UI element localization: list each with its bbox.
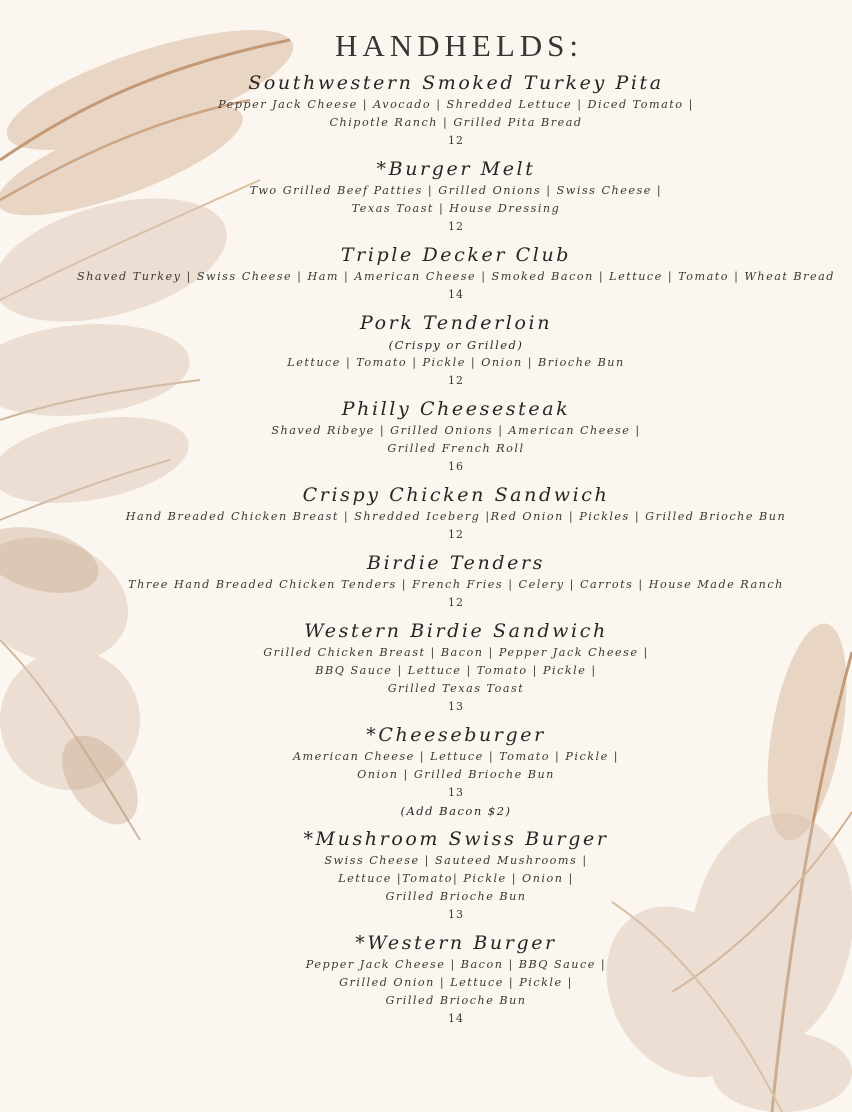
menu-item-description: American Cheese | Lettuce | Tomato | Pickle | xyxy=(292,750,620,763)
menu-item-note: (Crispy or Grilled) xyxy=(388,338,524,352)
menu-item-description: Grilled Brioche Bun xyxy=(385,994,527,1007)
menu-item-description: Pepper Jack Cheese | Avocado | Shredded Lettuce | Diced Tomato | xyxy=(218,98,694,111)
menu-item-price: 14 xyxy=(448,288,464,301)
menu-item-description: Lettuce | Tomato | Pickle | Onion | Brioche Bun xyxy=(287,356,625,369)
menu-item-description: BBQ Sauce | Lettuce | Tomato | Pickle | xyxy=(315,664,597,677)
menu-item-price: 12 xyxy=(448,528,464,541)
menu-item-description: Grilled Texas Toast xyxy=(387,682,525,695)
menu-section-title: HANDHELDS: xyxy=(334,28,584,63)
menu-item-name: *Burger Melt xyxy=(376,158,536,180)
menu-items-list xyxy=(40,70,852,1028)
menu-item xyxy=(40,722,852,820)
menu-item-description: Grilled Brioche Bun xyxy=(385,890,527,903)
menu-item xyxy=(40,242,852,304)
menu-item xyxy=(40,156,852,236)
menu-item-price: 16 xyxy=(448,460,464,473)
menu-item-price: 12 xyxy=(448,220,464,233)
menu-item xyxy=(40,550,852,612)
menu-item-name: *Cheeseburger xyxy=(366,724,546,746)
menu-item xyxy=(40,310,852,390)
menu-item xyxy=(40,930,852,1028)
menu-item-price: 13 xyxy=(448,700,464,713)
menu-item-description: Pepper Jack Cheese | Bacon | BBQ Sauce | xyxy=(305,958,607,971)
menu-item-addon: (Add Bacon $2) xyxy=(400,804,512,818)
menu-item-name: Southwestern Smoked Turkey Pita xyxy=(248,72,664,94)
handhelds-menu xyxy=(40,28,852,1034)
menu-item-name: Philly Cheesesteak xyxy=(341,398,571,420)
menu-item-name: Crispy Chicken Sandwich xyxy=(302,484,610,506)
menu-item-description: Shaved Turkey | Swiss Cheese | Ham | American Cheese | Smoked Bacon | Lettuce | Tomato | Wheat Bread xyxy=(77,270,835,283)
menu-item-description: Onion | Grilled Brioche Bun xyxy=(357,768,555,781)
menu-item-description: Two Grilled Beef Patties | Grilled Onions | Swiss Cheese | xyxy=(249,184,663,197)
menu-item-price: 14 xyxy=(448,1012,464,1025)
menu-item-name: *Mushroom Swiss Burger xyxy=(303,828,609,850)
menu-item-description: Three Hand Breaded Chicken Tenders | French Fries | Celery | Carrots | House Made Ranch xyxy=(128,578,784,591)
menu-item-price: 12 xyxy=(448,374,464,387)
menu-item xyxy=(40,618,852,716)
menu-item xyxy=(40,396,852,476)
menu-item-description: Texas Toast | House Dressing xyxy=(351,202,561,215)
menu-item xyxy=(40,826,852,924)
menu-item-price: 13 xyxy=(448,786,464,799)
menu-item-description: Lettuce |Tomato| Pickle | Onion | xyxy=(338,872,574,885)
menu-item xyxy=(40,482,852,544)
menu-item-name: Triple Decker Club xyxy=(340,244,572,266)
menu-item-name: Western Birdie Sandwich xyxy=(304,620,608,642)
menu-item-name: Birdie Tenders xyxy=(367,552,545,574)
menu-item-description: Chipotle Ranch | Grilled Pita Bread xyxy=(329,116,583,129)
menu-item-price: 12 xyxy=(448,134,464,147)
menu-item-description: Grilled Onion | Lettuce | Pickle | xyxy=(339,976,573,989)
menu-item xyxy=(40,70,852,150)
menu-item-description: Hand Breaded Chicken Breast | Shredded Iceberg |Red Onion | Pickles | Grilled Brioche Bun xyxy=(125,510,787,523)
menu-item-description: Swiss Cheese | Sauteed Mushrooms | xyxy=(324,854,588,867)
menu-item-price: 13 xyxy=(448,908,464,921)
menu-item-description: Shaved Ribeye | Grilled Onions | American Cheese | xyxy=(271,424,641,437)
menu-item-description: Grilled French Roll xyxy=(387,442,525,455)
menu-item-price: 12 xyxy=(448,596,464,609)
menu-item-name: *Western Burger xyxy=(355,932,557,954)
menu-item-description: Grilled Chicken Breast | Bacon | Pepper Jack Cheese | xyxy=(263,646,649,659)
menu-item-name: Pork Tenderloin xyxy=(359,312,553,334)
